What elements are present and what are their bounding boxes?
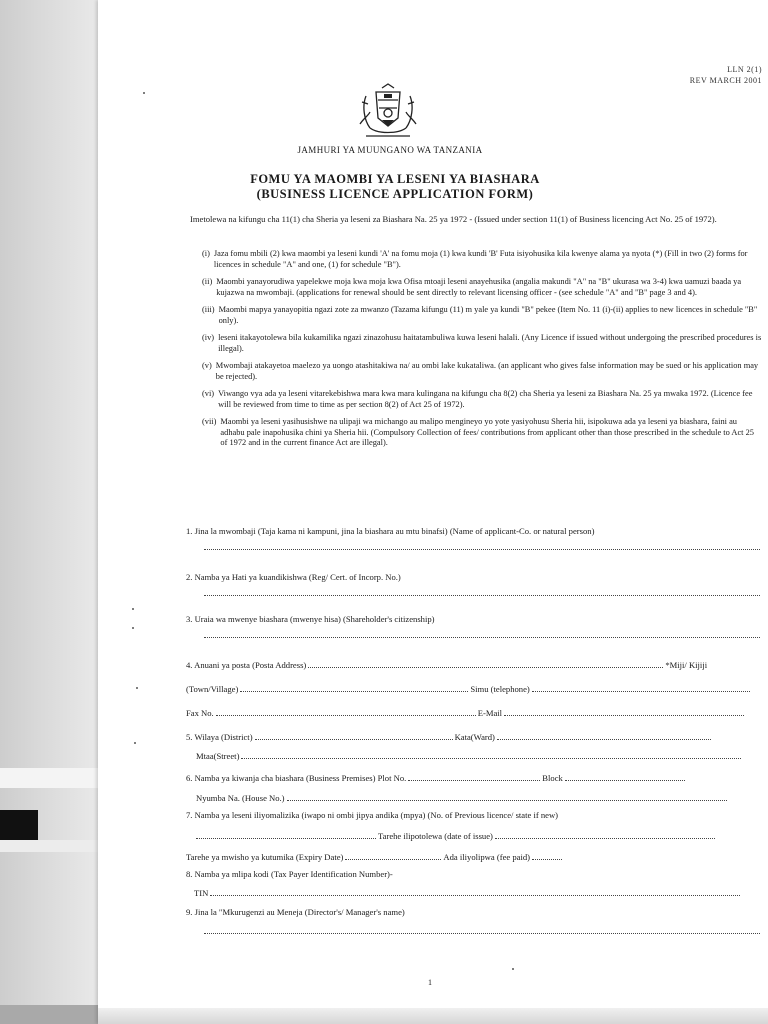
instruction-item: (i) Jaza fomu mbili (2) kwa maombi ya leseni kundi 'A' na fomu moja (1) kwa kundi 'B' Futa isiyohusika kila kwenye alama ya nyota (*) (Fill in two (2) forms for licences in schedule "A" and one, (1) for schedule "B"). (202, 249, 748, 269)
ward-line[interactable] (497, 731, 711, 740)
block-label: Block (542, 773, 563, 783)
telephone-line[interactable] (532, 683, 750, 692)
form-title-swahili: FOMU YA MAOMBI YA LESENI YA BIASHARA (250, 172, 540, 186)
form-reference (690, 64, 762, 86)
previous-licence-line[interactable] (196, 830, 376, 839)
expiry-date-label: Tarehe ya mwisho ya kutumika (Expiry Date) (186, 852, 344, 862)
fax-label: Fax No. (186, 708, 214, 718)
republic-heading: JAMHURI YA MUUNGANO WA TANZANIA (297, 145, 483, 155)
registration-number-line[interactable] (204, 594, 760, 596)
scan-speck (132, 608, 134, 610)
district-label: 5. Wilaya (District) (186, 732, 253, 742)
scan-speck (132, 627, 134, 629)
form-title-english: (BUSINESS LICENCE APPLICATION FORM) (256, 187, 534, 201)
district-ward-row (186, 731, 762, 743)
block-line[interactable] (565, 772, 685, 781)
plot-block-row (186, 772, 762, 784)
applicant-name-line[interactable] (204, 548, 760, 550)
instruction-item: (ii) Maombi yanayorudiwa yapelekwe moja kwa moja kwa Ofisa mtoaji leseni anayehusika (angalia makundi "A" na "B" ukurasa wa 3-4) kwa uamuzi baada ya kujazwa na mwombaji. (applications for renewal should be sent directly to relevant licensing officer - (see schedule "A" and "B" page 3 and 4). (202, 277, 742, 297)
scanner-background (0, 0, 98, 1024)
instruction-item: (iii) Maombi mapya yanayopitia ngazi zote za mwanzo (Tazama kifungu (11) m yale ya kundi "B" pekee (Item No. 11 (i)-(ii) applies to new licences in schedule "B" only). (202, 305, 758, 325)
fax-line[interactable] (216, 707, 476, 716)
page-edge (98, 1008, 768, 1024)
fax-email-row (186, 707, 762, 719)
telephone-label: Simu (telephone) (470, 684, 530, 694)
previous-licence-label: 7. Namba ya leseni iliyomalizika (iwapo ni ombi jipya andika (mpya) (No. of Previous licence/ state if new) (186, 810, 559, 820)
ward-label: Kata(Ward) (454, 732, 495, 742)
tin-label: TIN (194, 888, 209, 898)
plot-line[interactable] (408, 772, 540, 781)
date-of-issue-line[interactable] (495, 830, 715, 839)
town-village-label: *Miji/ Kijiji (665, 660, 708, 670)
fee-paid-label: Ada iliyolipwa (fee paid) (443, 852, 531, 862)
page-number: 1 (428, 978, 432, 987)
form-revision: REV MARCH 2001 (689, 76, 762, 85)
instruction-item: (iv) leseni itakayotolewa bila kukamilika ngazi zinazohusu haitatambuliwa kuwa leseni halali. (Any Licence if issued without undergoing the prescribed procedures is illegal). (202, 333, 762, 353)
director-name-line[interactable] (204, 932, 760, 934)
tax-payer-label: 8. Namba ya mlipa kodi (Tax Payer Identification Number)- (186, 869, 393, 879)
expiry-fee-row (186, 851, 762, 863)
date-of-issue-row (194, 830, 762, 842)
instruction-item: (v) Mwombaji atakayetoa maelezo ya uongo atashitakiwa na/ au ombi lake kukataliwa. (an applicant who gives false information may be sued or his application may be rejected). (202, 361, 759, 381)
form-code: LLN 2(1) (727, 65, 762, 74)
house-number-line[interactable] (287, 792, 727, 801)
director-name-label: 9. Jina la "Mkurugenzi au Meneja (Director's/ Manager's name) (186, 907, 405, 917)
plot-label: 6. Namba ya kiwanja cha biashara (Business Premises) Plot No. (186, 773, 407, 783)
form-title (230, 172, 560, 202)
coat-of-arms-icon (352, 82, 424, 142)
expiry-date-line[interactable] (345, 851, 441, 860)
town-phone-row (186, 683, 762, 695)
registration-number-label: 2. Namba ya Hati ya kuandikishwa (Reg/ Cert. of Incorp. No.) (186, 572, 401, 582)
tin-line[interactable] (210, 887, 740, 896)
street-line[interactable] (241, 750, 741, 759)
date-of-issue-label: Tarehe ilipotolewa (date of issue) (378, 831, 493, 841)
citizenship-line[interactable] (204, 636, 760, 638)
street-row (196, 750, 762, 762)
street-label: Mtaa(Street) (196, 751, 240, 761)
applicant-name-label: 1. Jina la mwombaji (Taja kama ni kampuni, jina la biashara au mtu binafsi) (Name of applicant-Co. or natural person) (186, 526, 595, 536)
house-number-label: Nyumba Na. (House No.) (196, 793, 285, 803)
instruction-item: (vii) Maombi ya leseni yasihusishwe na ulipaji wa michango au malipo mengineyo yo yote yasiyohusu Sheria hii, isipokuwa ada ya leseni ya biashara, faini au adhabu pale inapohusika chini ya Sheria hii. (Compulsory Collection of fees/ contributions from applicant other than those prescribed in the schedule to Act 25 of 1972 and in the current finance Act are illegal). (202, 417, 754, 447)
scan-speck (136, 687, 138, 689)
house-number-row (196, 792, 762, 804)
fee-paid-line[interactable] (532, 851, 562, 860)
email-line[interactable] (504, 707, 744, 716)
scan-speck (512, 968, 514, 970)
town-label: (Town/Village) (186, 684, 239, 694)
postal-address-label: 4. Anuani ya posta (Posta Address) (186, 660, 307, 670)
tin-row (194, 887, 762, 899)
intro-paragraph: Imetolewa na kifungu cha 11(1) cha Sheria ya leseni za Biashara Na. 25 ya 1972 - (Issued under section 11(1) of Business licencing Act No. 25 of 1972). (190, 214, 717, 224)
postal-address-row (186, 659, 762, 671)
citizenship-label: 3. Uraia wa mwenye biashara (mwenye hisa) (Shareholder's citizenship) (186, 614, 435, 624)
instructions-list (202, 249, 762, 456)
district-line[interactable] (255, 731, 453, 740)
scan-speck (143, 92, 145, 94)
town-line[interactable] (240, 683, 468, 692)
postal-address-line[interactable] (308, 659, 663, 668)
scan-speck (134, 742, 136, 744)
email-label: E-Mail (477, 708, 503, 718)
instruction-item: (vi) Viwango vya ada ya leseni vitarekebishwa mara kwa mara kulingana na kifungu cha 8(2) cha Sheria ya leseni za Biashara Na. 25 ya mwaka 1972. (Licence fee will be reviewed from time to time as per section 8(2) of Act 25 of 1972). (202, 389, 753, 409)
